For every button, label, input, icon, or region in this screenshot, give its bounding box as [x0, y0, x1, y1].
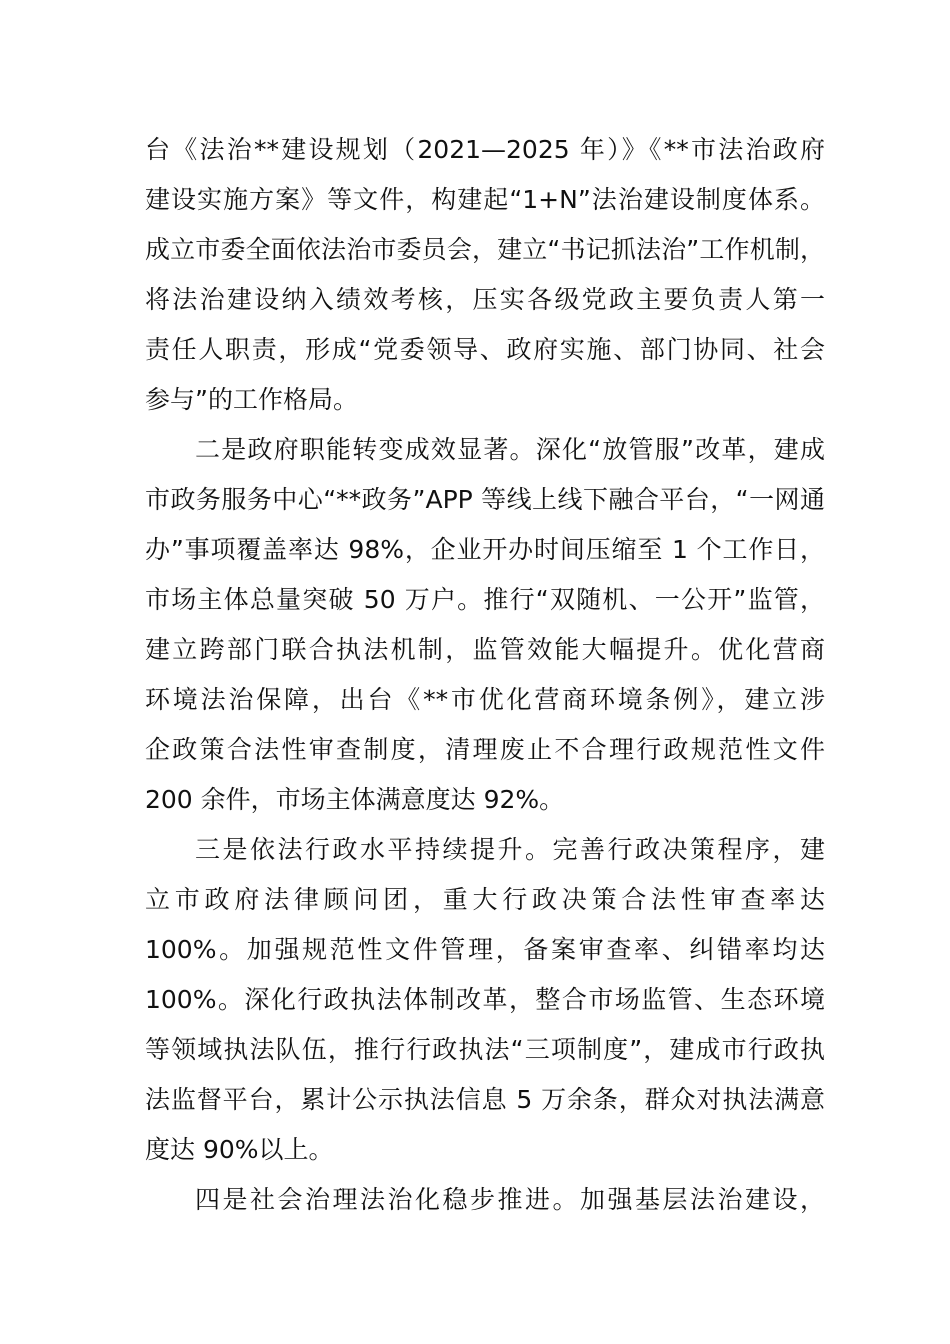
text-line: 法监督平台，累计公示执法信息 5 万余条，群众对执法满意	[145, 1085, 825, 1114]
text-line: 参与”的工作格局。	[145, 385, 358, 414]
text-line: 办”事项覆盖率达 98%，企业开办时间压缩至 1 个工作日，	[145, 535, 825, 564]
text-line: 环境法治保障，出台《**市优化营商环境条例》，建立涉	[145, 685, 825, 714]
text-line: 责任人职责，形成“党委领导、政府实施、部门协同、社会	[145, 335, 825, 364]
text-line: 企政策合法性审查制度，清理废止不合理行政规范性文件	[145, 735, 825, 764]
text-line: 成立市委全面依法治市委员会，建立“书记抓法治”工作机制，	[145, 235, 825, 264]
text-line: 台《法治**建设规划（2021—2025 年）》《**市法治政府	[145, 135, 825, 164]
paragraph-start-line: 四是社会治理法治化稳步推进。加强基层法治建设，	[195, 1185, 825, 1214]
text-line: 建设实施方案》等文件，构建起“1+N”法治建设制度体系。	[145, 185, 825, 214]
text-line: 度达 90%以上。	[145, 1135, 334, 1164]
text-line: 100%。加强规范性文件管理，备案审查率、纠错率均达	[145, 935, 825, 964]
text-line: 200 余件，市场主体满意度达 92%。	[145, 785, 565, 814]
paragraph-start-line: 二是政府职能转变成效显著。深化“放管服”改革，建成	[195, 435, 825, 464]
paragraph-start-line: 三是依法行政水平持续提升。完善行政决策程序，建	[195, 835, 825, 864]
text-line: 100%。深化行政执法体制改革，整合市场监管、生态环境	[145, 985, 825, 1014]
text-line: 市政务服务中心“**政务”APP 等线上线下融合平台，“一网通	[145, 485, 825, 514]
text-line: 建立跨部门联合执法机制，监管效能大幅提升。优化营商	[145, 635, 825, 664]
text-line: 等领域执法队伍，推行行政执法“三项制度”，建成市行政执	[145, 1035, 825, 1064]
text-line: 立市政府法律顾问团，重大行政决策合法性审查率达	[145, 885, 825, 914]
text-line: 将法治建设纳入绩效考核，压实各级党政主要负责人第一	[145, 285, 825, 314]
body-text	[145, 125, 825, 1225]
text-line: 市场主体总量突破 50 万户。推行“双随机、一公开”监管，	[145, 585, 825, 614]
